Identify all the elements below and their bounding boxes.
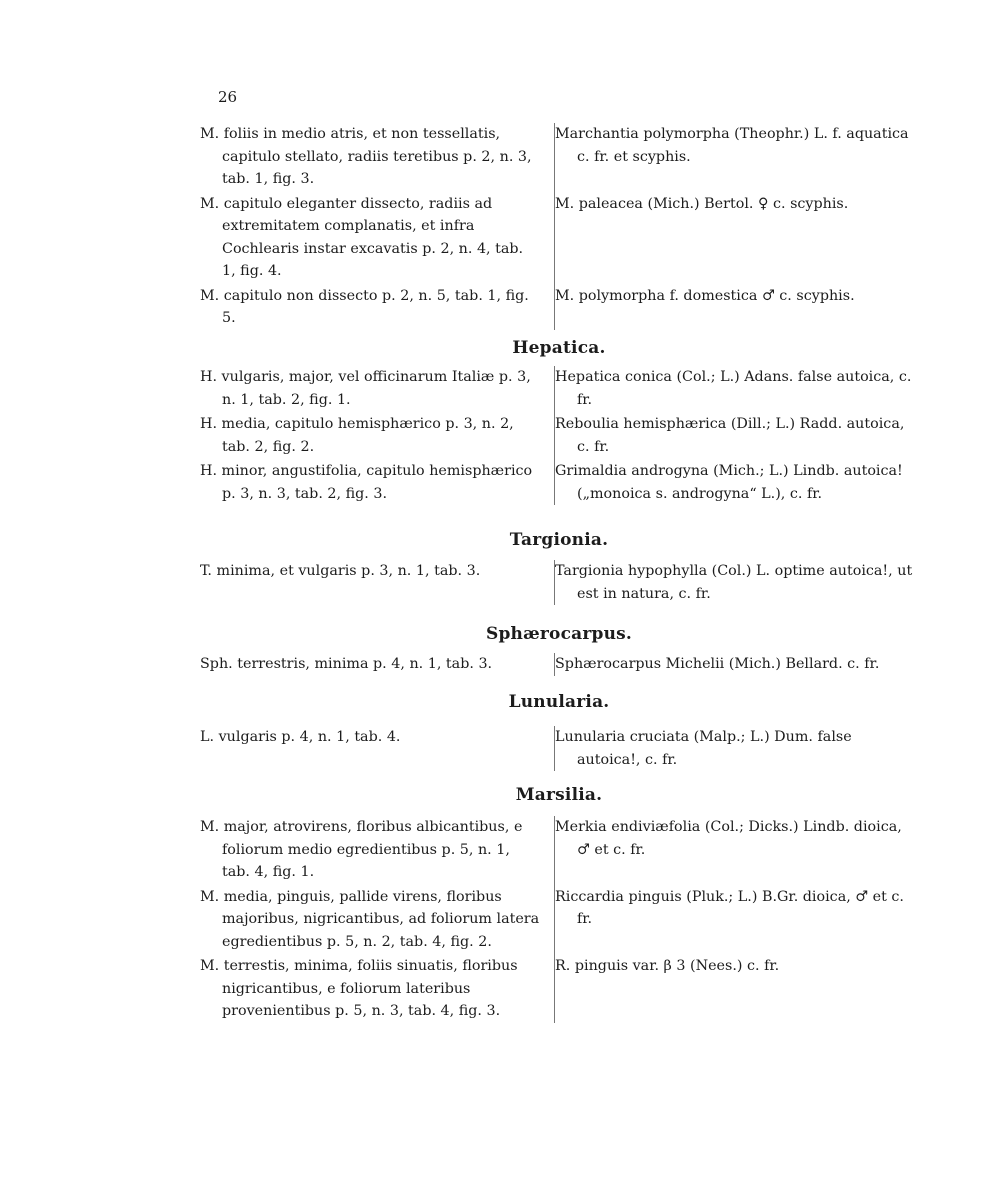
synonym-row <box>200 560 918 605</box>
synonym-row <box>200 411 918 458</box>
michel-name: M. capitulo eleganter dissecto, radiis ad extremitatem complanatis, et infra Cochlearis instar excavatis p. 2, n. 4, tab. 1, fig. 4. <box>200 195 524 279</box>
modern-name: Hepatica conica (Col.; L.) Adans. false autoica, c. fr. <box>554 366 918 411</box>
michel-name: M. media, pinguis, pallide virens, floribus majoribus, nigricantibus, ad foliorum latera egredientibus p. 5, n. 2, tab. 4, fig. 2. <box>200 888 540 950</box>
michel-name: M. foliis in medio atris, et non tessellatis, capitulo stellato, radiis teretibus p. 2, n. 3, tab. 1, fig. 3. <box>200 126 532 187</box>
page-number: 26 <box>218 88 238 106</box>
lunularia-section <box>200 726 918 771</box>
synonym-row <box>200 884 918 954</box>
marchantia-section <box>200 123 918 330</box>
section-heading-hepatica: Hepatica. <box>512 338 606 358</box>
modern-name: Riccardia pinguis (Pluk.; L.) B.Gr. dioica, ♂ et c. fr. <box>554 884 918 954</box>
michel-name: T. minima, et vulgaris p. 3, n. 1, tab. 3. <box>200 563 481 579</box>
marsilia-section <box>200 816 918 1023</box>
hepatica-section <box>200 366 918 505</box>
michel-name: H. minor, angustifolia, capitulo hemisphærico p. 3, n. 3, tab. 2, fig. 3. <box>200 463 533 502</box>
modern-name: Reboulia hemisphærica (Dill.; L.) Radd. autoica, c. fr. <box>554 411 918 458</box>
michel-name: Sph. terrestris, minima p. 4, n. 1, tab. 3. <box>200 656 493 672</box>
synonym-row <box>200 953 918 1023</box>
synonym-row <box>200 123 918 191</box>
targionia-section <box>200 560 918 605</box>
modern-name: R. pinguis var. β 3 (Nees.) c. fr. <box>554 953 918 1023</box>
synonym-row <box>200 653 918 676</box>
modern-name: Targionia hypophylla (Col.) L. optime autoica!, ut est in natura, c. fr. <box>554 560 918 605</box>
section-heading-sphaerocarpus: Sphærocarpus. <box>485 624 633 644</box>
modern-name: Grimaldia androgyna (Mich.; L.) Lindb. autoica! („monoica s. androgyna“ L.), c. fr. <box>554 458 918 505</box>
section-heading-lunularia: Lunularia. <box>508 692 610 712</box>
modern-name: M. polymorpha f. domestica ♂ c. scyphis. <box>554 283 918 330</box>
section-heading-marsilia: Marsilia. <box>515 785 603 805</box>
synonym-row <box>200 816 918 884</box>
michel-name: M. major, atrovirens, floribus albicantibus, e foliorum medio egredientibus p. 5, n. 1, tab. 4, fig. 1. <box>200 819 523 880</box>
synonym-row <box>200 726 918 771</box>
synonym-row <box>200 191 918 283</box>
michel-name: L. vulgaris p. 4, n. 1, tab. 4. <box>200 729 401 745</box>
modern-name: Marchantia polymorpha (Theophr.) L. f. aquatica c. fr. et scyphis. <box>554 123 918 191</box>
synonym-row <box>200 458 918 505</box>
synonym-row <box>200 283 918 330</box>
synonym-row <box>200 366 918 411</box>
modern-name: M. paleacea (Mich.) Bertol. ♀ c. scyphis. <box>554 191 918 283</box>
michel-name: M. capitulo non dissecto p. 2, n. 5, tab. 1, fig. 5. <box>200 287 529 326</box>
michel-name: H. media, capitulo hemisphærico p. 3, n. 2, tab. 2, fig. 2. <box>200 416 514 455</box>
michel-name: H. vulgaris, major, vel officinarum Italiæ p. 3, n. 1, tab. 2, fig. 1. <box>200 369 531 408</box>
modern-name: Sphærocarpus Michelii (Mich.) Bellard. c. fr. <box>554 653 918 676</box>
modern-name: Lunularia cruciata (Malp.; L.) Dum. false autoica!, c. fr. <box>554 726 918 771</box>
michel-name: M. terrestis, minima, foliis sinuatis, floribus nigricantibus, e foliorum lateribus provenientibus p. 5, n. 3, tab. 4, fig. 3. <box>200 958 518 1019</box>
modern-name: Merkia endiviæfolia (Col.; Dicks.) Lindb. dioica, ♂ et c. fr. <box>554 816 918 884</box>
section-heading-targionia: Targionia. <box>509 530 609 550</box>
sphaerocarpus-section <box>200 653 918 676</box>
